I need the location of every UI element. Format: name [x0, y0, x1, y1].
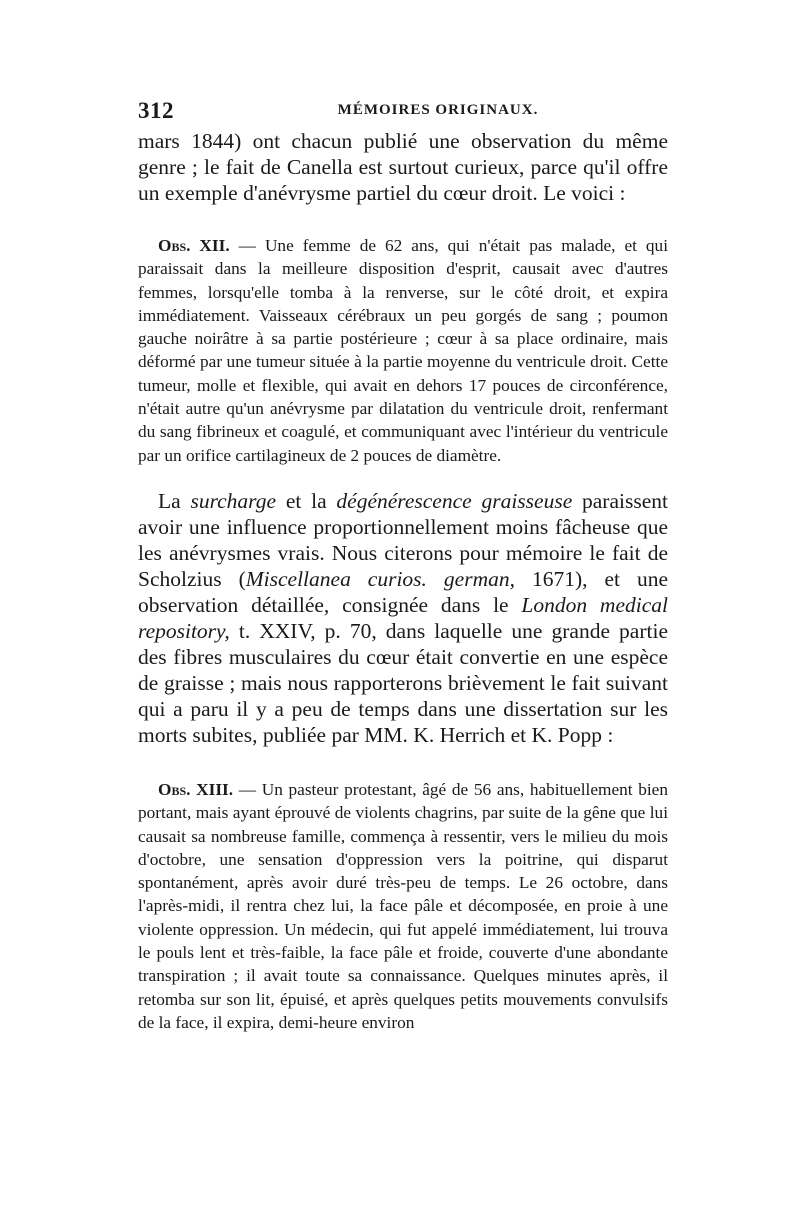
para-text-4: 1671), et une observation détaillée, consignée dans le	[138, 567, 668, 617]
observation-12	[138, 234, 668, 467]
para-italic-miscellanea: Miscellanea curios. german,	[245, 567, 515, 591]
para-text-5: t. XXIV, p. 70, dans laquelle une grande partie des fibres musculaires du cœur était convertie en une espèce de graisse ; mais nous rapporterons brièvement le fait suivant qui a paru il y a peu de temps dans une dissertation sur les morts subites, publiée par MM. K. Herrich et K. Popp :	[138, 619, 668, 747]
observation-13-label: Obs. XIII.	[158, 780, 234, 799]
para-text-2: et la	[276, 489, 337, 513]
para-italic-degenerescence: dégénérescence graisseuse	[336, 489, 573, 513]
para-text-1: La	[158, 489, 191, 513]
para-italic-london: London medical repository,	[138, 593, 668, 643]
running-head: MÉMOIRES ORIGINAUX.	[337, 102, 539, 118]
observation-12-label: Obs. XII.	[158, 236, 230, 255]
observation-13	[138, 778, 668, 1034]
observation-12-text: — Une femme de 62 ans, qui n'était pas malade, et qui paraissait dans la meilleure disposition d'esprit, causait avec d'autres femmes, lorsqu'elle tomba à la renverse, sur le côté droit, et expira immédiatement. Vaisseaux cérébraux un peu gorgés de sang ; poumon gauche noirâtre à sa partie postérieure ; cœur à sa place ordinaire, mais déformé par une tumeur située à la partie moyenne du ventricule droit. Cette tumeur, molle et flexible, qui avait en dehors 17 pouces de circonférence, n'était autre qu'un anévrysme par dilatation du ventricule droit, renfermant du sang fibrineux et coagulé, et communiquant avec l'intérieur du ventricule par un orifice cartilagineux de 2 pouces de diamètre.	[138, 236, 668, 465]
para-italic-surcharge: surcharge	[190, 489, 277, 513]
main-paragraph	[138, 488, 668, 748]
observation-13-text: — Un pasteur protestant, âgé de 56 ans, habituellement bien portant, mais ayant éprouvé de violents chagrins, par suite de la gêne que lui causait sa nombreuse famille, commença à ressentir, vers le milieu du mois d'octobre, une sensation d'oppression vers la poitrine, qui disparut spontanément, après avoir duré très-peu de temps. Le 26 octobre, dans l'après-midi, il rentra chez lui, la face pâle et décomposée, en proie à une violente oppression. Un médecin, qui fut appelé immédiatement, lui trouva le pouls lent et très-faible, la face pâle et froide, couverte d'une abondante transpiration ; il avait toute sa connaissance. Quelques minutes après, il retomba sur son lit, épuisé, et après quelques petits mouvements convulsifs de la face, il expira, demi-heure environ	[138, 780, 668, 1032]
para-text-3: paraissent avoir une influence proportionnellement moins fâcheuse que les anévrysmes vrais. Nous citerons pour mémoire le fait de Scholzius (	[138, 489, 668, 591]
page-number: 312	[138, 98, 174, 123]
page-header	[138, 98, 668, 128]
intro-paragraph: mars 1844) ont chacun publié une observation du même genre ; le fait de Canella est surtout curieux, parce qu'il offre un exemple d'anévrysme partiel du cœur droit. Le voici :	[138, 129, 668, 205]
